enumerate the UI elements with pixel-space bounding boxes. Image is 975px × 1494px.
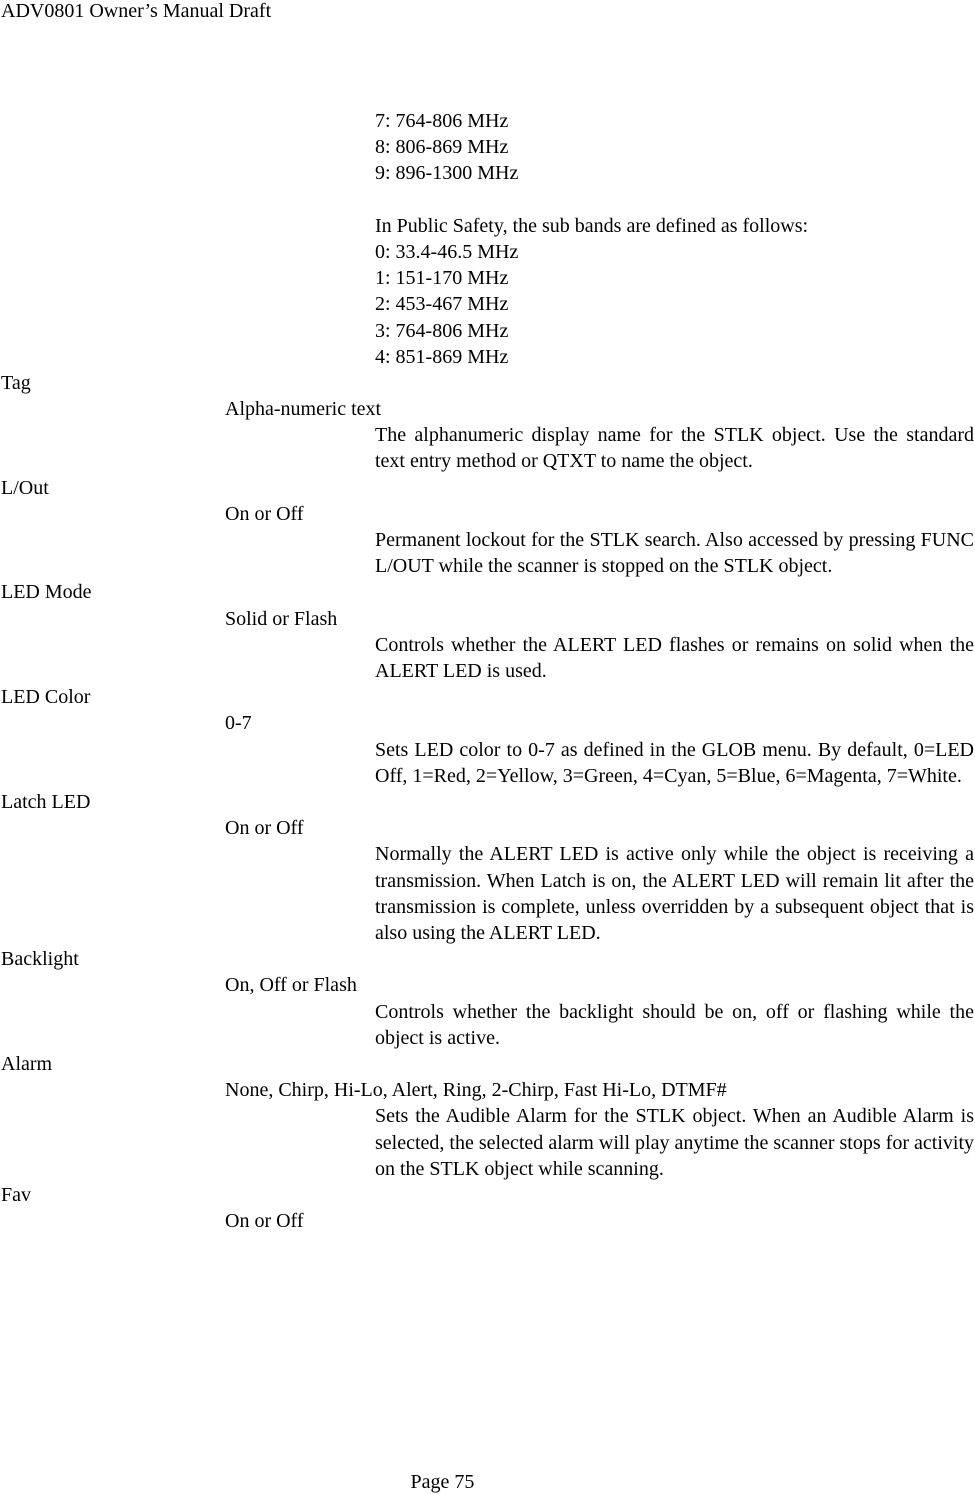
page-number: Page 75 (410, 1471, 475, 1493)
public-safety-band: 0: 33.4-46.5 MHz (375, 240, 519, 263)
setting-description-led-mode: Controls whether the ALERT LED flashes or remains on solid when the ALERT LED is used. (375, 633, 974, 683)
band-item: 8: 806-869 MHz (375, 136, 509, 159)
setting-description-lockout: Permanent lockout for the STLK search. Also accessed by pressing FUNC L/OUT while the scanner is stopped on the STLK object. (375, 529, 974, 578)
setting-name-backlight: Backlight (1, 948, 79, 971)
public-safety-band: 3: 764-806 MHz (375, 319, 509, 342)
setting-description-backlight: Controls whether the backlight should be on, off or flashing while the object is active. (375, 1000, 974, 1049)
setting-options-lockout: On or Off (225, 502, 304, 525)
setting-name-alarm: Alarm (1, 1052, 53, 1075)
band-item: 7: 764-806 MHz (375, 110, 509, 132)
setting-options-led-mode: Solid or Flash (225, 607, 338, 630)
setting-name-led-mode: LED Mode (1, 581, 92, 604)
setting-name-tag: Tag (1, 371, 31, 394)
public-safety-band: 1: 151-170 MHz (375, 267, 509, 290)
setting-options-fav: On or Off (225, 1210, 304, 1233)
setting-name-fav: Fav (1, 1183, 31, 1206)
setting-name-led-color: LED Color (1, 686, 91, 709)
band-item: 9: 896-1300 MHz (375, 162, 519, 185)
setting-name-latch-led: Latch LED (1, 791, 91, 813)
setting-name-lockout: L/Out (1, 476, 49, 499)
setting-description-alarm: Sets the Audible Alarm for the STLK object. When an Audible Alarm is selected, the selected alarm will play anytime the scanner stops for activity on the STLK object while scanning. (375, 1105, 974, 1180)
public-safety-band: 4: 851-869 MHz (375, 345, 509, 368)
setting-options-tag: Alpha-numeric text (225, 398, 382, 421)
setting-description-latch-led: Normally the ALERT LED is active only while the object is receiving a transmission. When Latch is on, the ALERT LED will remain lit after the transmission is complete, unless overridden by a subsequent object that is also using the ALERT LED. (375, 843, 974, 944)
setting-description-tag: The alphanumeric display name for the STLK object. Use the standard text entry method or QTXT to name the object. (375, 424, 974, 473)
page-header: ADV0801 Owner’s Manual Draft (1, 0, 272, 22)
setting-options-latch-led: On or Off (225, 817, 304, 840)
public-safety-intro: In Public Safety, the sub bands are defined as follows: (375, 214, 809, 237)
setting-options-led-color: 0-7 (225, 712, 252, 735)
setting-options-backlight: On, Off or Flash (225, 974, 357, 997)
manual-content (0, 108, 975, 1234)
setting-options-alarm: None, Chirp, Hi-Lo, Alert, Ring, 2-Chirp, Fast Hi-Lo, DTMF# (225, 1079, 727, 1102)
public-safety-band: 2: 453-467 MHz (375, 293, 509, 316)
setting-description-led-color: Sets LED color to 0-7 as defined in the GLOB menu. By default, 0=LED Off, 1=Red, 2=Yellow, 3=Green, 4=Cyan, 5=Blue, 6=Magenta, 7=White. (375, 738, 974, 787)
